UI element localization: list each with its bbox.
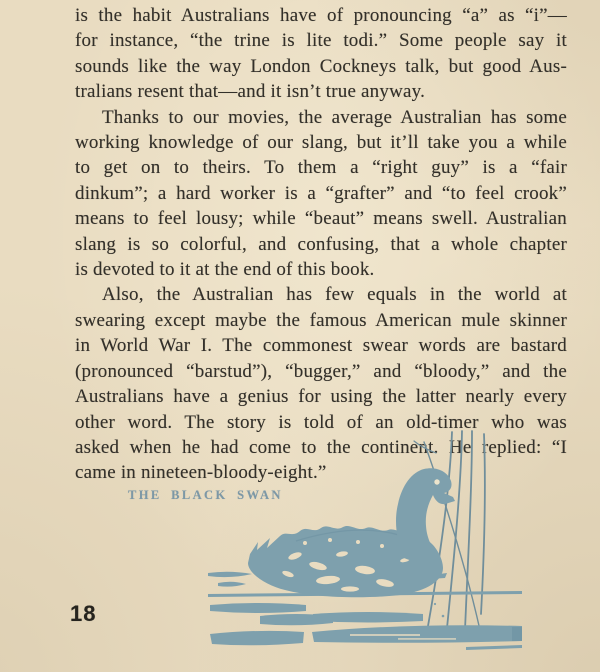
text-line: dinkum”; a hard worker is a “grafter” and “to feel crook” — [75, 182, 567, 204]
swan-neck-head — [396, 468, 455, 562]
page-number: 18 — [70, 601, 97, 626]
swan-eye — [434, 479, 439, 484]
text-line: in World War I. The commonest swear words are bastard — [75, 335, 567, 357]
text-line: Also, the Australian has few equals in the world at — [102, 284, 567, 306]
body-text — [75, 3, 567, 486]
text-line: slang is so colorful, and confusing, that a whole chapter — [75, 233, 567, 255]
text-line: tralians resent that—and it isn’t true anyway. — [75, 81, 426, 103]
text-line: working knowledge of our slang, but it’ll take you a while — [75, 132, 567, 154]
text-line: is devoted to it at the end of this book. — [75, 259, 375, 281]
text-line: to get on to theirs. To them a “right guy” is a “fair — [75, 157, 567, 179]
paragraph — [75, 3, 567, 105]
text-line: sounds like the way London Cockneys talk, but good Aus- — [75, 55, 567, 77]
paragraph — [75, 105, 567, 283]
text-line: for instance, “the trine is lite todi.” Some people say it — [75, 30, 567, 52]
text-line: Thanks to our movies, the average Australian has some — [102, 106, 567, 128]
text-line: other word. The story is told of an old-timer who was — [75, 411, 567, 433]
text-line: is the habit Australians have of pronouncing “a” as “i”— — [75, 5, 567, 26]
illustration-caption: THE BLACK SWAN — [128, 488, 283, 502]
text-line: Australians have a genius for using the latter nearly every — [75, 386, 567, 408]
text-line: swearing except maybe the famous American mule skinner — [75, 309, 567, 331]
text-line: (pronounced “barstud”), “bugger,” and “bloody,” and the — [75, 360, 567, 382]
text-line: came in nineteen-bloody-eight.” — [75, 462, 327, 484]
black-swan-illustration — [200, 428, 530, 660]
water-band — [210, 625, 522, 650]
text-line: asked when he had come to the continent. He replied: “I — [75, 436, 567, 458]
text-line: means to feel lousy; while “beaut” means swell. Australian — [75, 208, 567, 230]
